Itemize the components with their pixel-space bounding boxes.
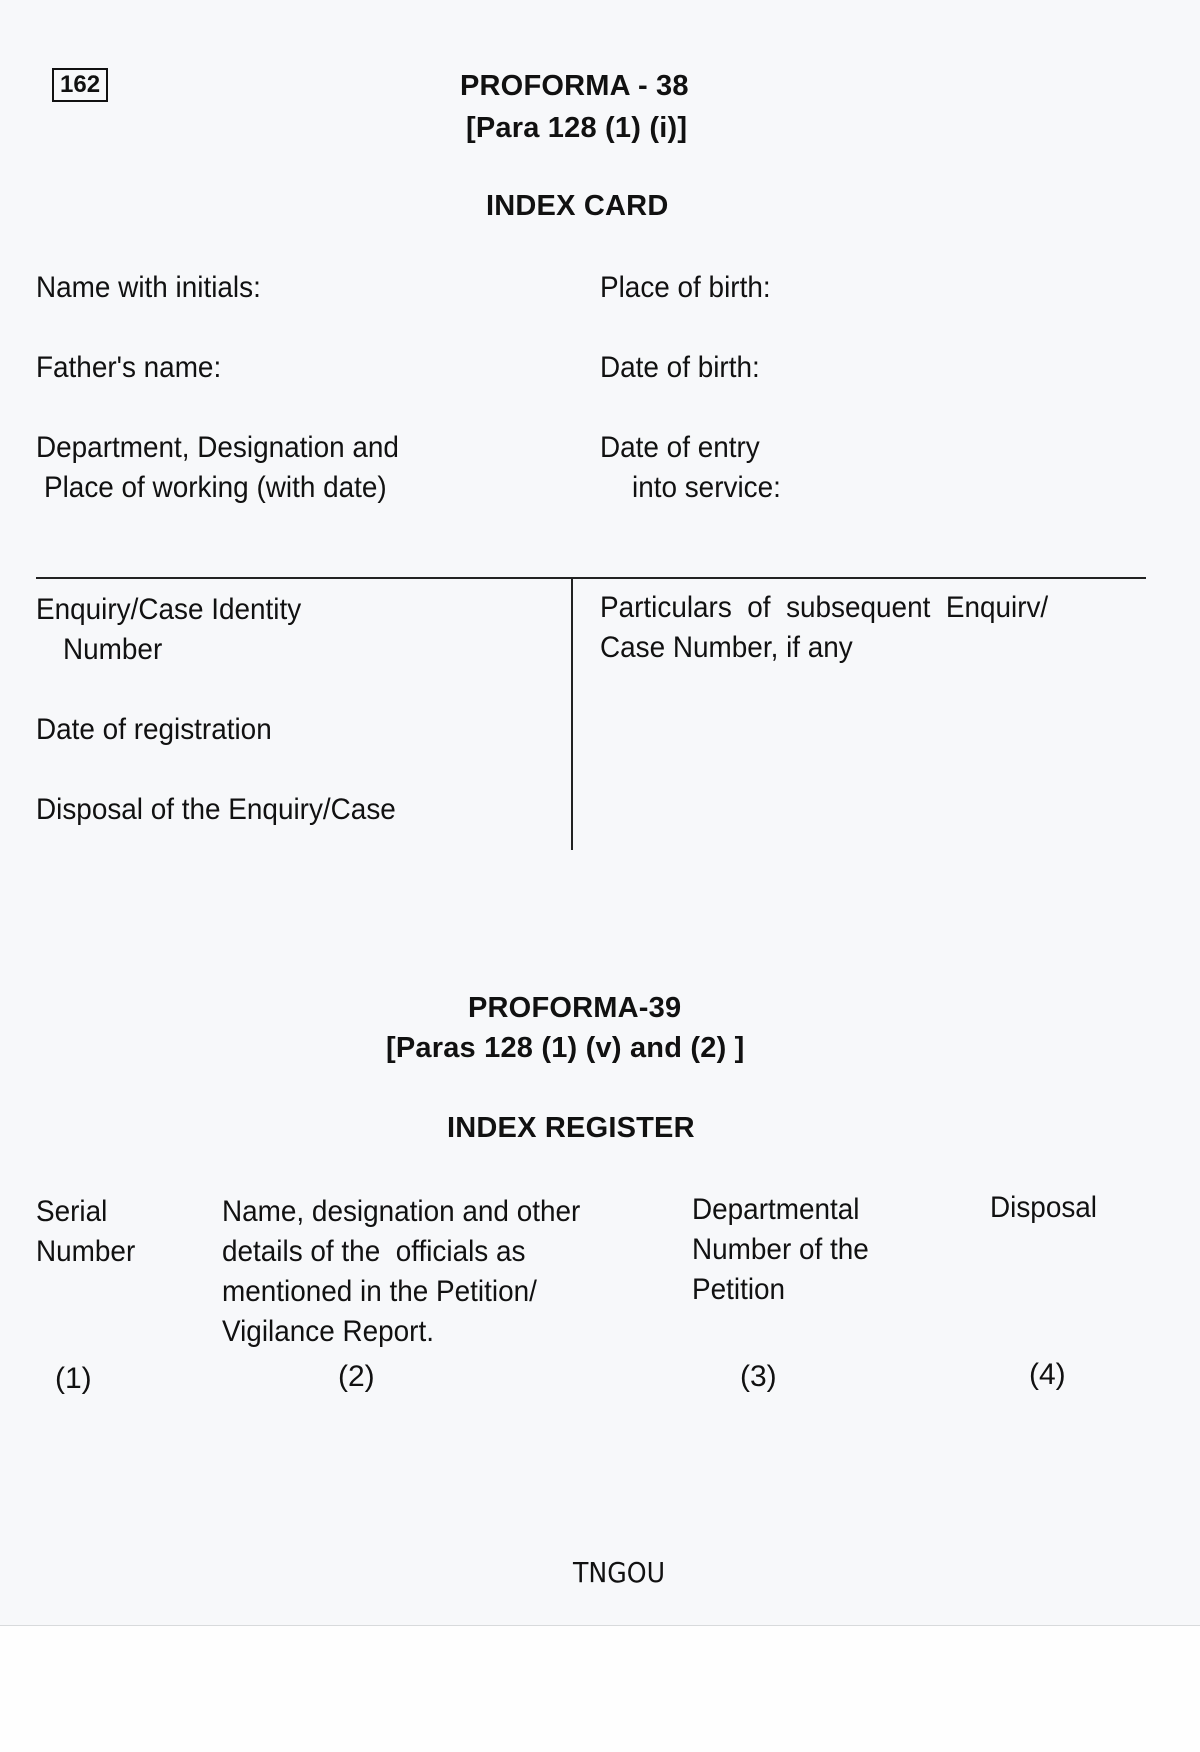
horizontal-divider (36, 577, 1146, 579)
place-of-birth-label: Place of birth: (600, 271, 771, 304)
name-with-initials-label: Name with initials: (36, 271, 261, 304)
disposal-of-enquiry-label: Disposal of the Enquiry/Case (36, 793, 396, 826)
column-number-1: (1) (55, 1362, 92, 1395)
date-of-birth-label: Date of birth: (600, 351, 760, 384)
column-header-disposal: Disposal (990, 1191, 1098, 1224)
proforma-39-reference: [Paras 128 (1) (v) and (2) ] (386, 1032, 745, 1064)
column-header-serial-number: Serial Number (36, 1195, 136, 1268)
index-register-heading: INDEX REGISTER (447, 1112, 695, 1144)
department-designation-label: Department, Designation and (36, 431, 399, 464)
subsequent-case-number-label: Case Number, if any (600, 631, 853, 664)
proforma-39-title: PROFORMA-39 (468, 992, 682, 1024)
column-header-departmental-number: Departmental Number of the Petition (692, 1193, 869, 1306)
page-number: 162 (52, 68, 108, 102)
enquiry-case-number-label: Number (63, 633, 163, 666)
proforma-38-reference: [Para 128 (1) (i)] (466, 112, 688, 144)
into-service-label: into service: (632, 471, 781, 504)
footer-watermark: TNGOU (573, 1556, 666, 1589)
vertical-divider (571, 578, 573, 850)
index-card-heading: INDEX CARD (486, 190, 669, 222)
page-margin (0, 1625, 1200, 1752)
place-of-working-label: Place of working (with date) (44, 471, 387, 504)
column-number-2: (2) (338, 1360, 375, 1393)
fathers-name-label: Father's name: (36, 351, 222, 384)
proforma-38-title: PROFORMA - 38 (460, 70, 689, 102)
column-number-4: (4) (1029, 1358, 1066, 1391)
column-header-name-designation: Name, designation and other details of the officials as mentioned in the Petition/ Vigilance Report. (222, 1195, 581, 1348)
subsequent-enquiry-label: Particulars of subsequent Enquirv/ (600, 591, 1049, 624)
enquiry-case-identity-label: Enquiry/Case Identity (36, 593, 302, 626)
date-of-entry-label: Date of entry (600, 431, 760, 464)
date-of-registration-label: Date of registration (36, 713, 272, 746)
column-number-3: (3) (740, 1360, 777, 1393)
